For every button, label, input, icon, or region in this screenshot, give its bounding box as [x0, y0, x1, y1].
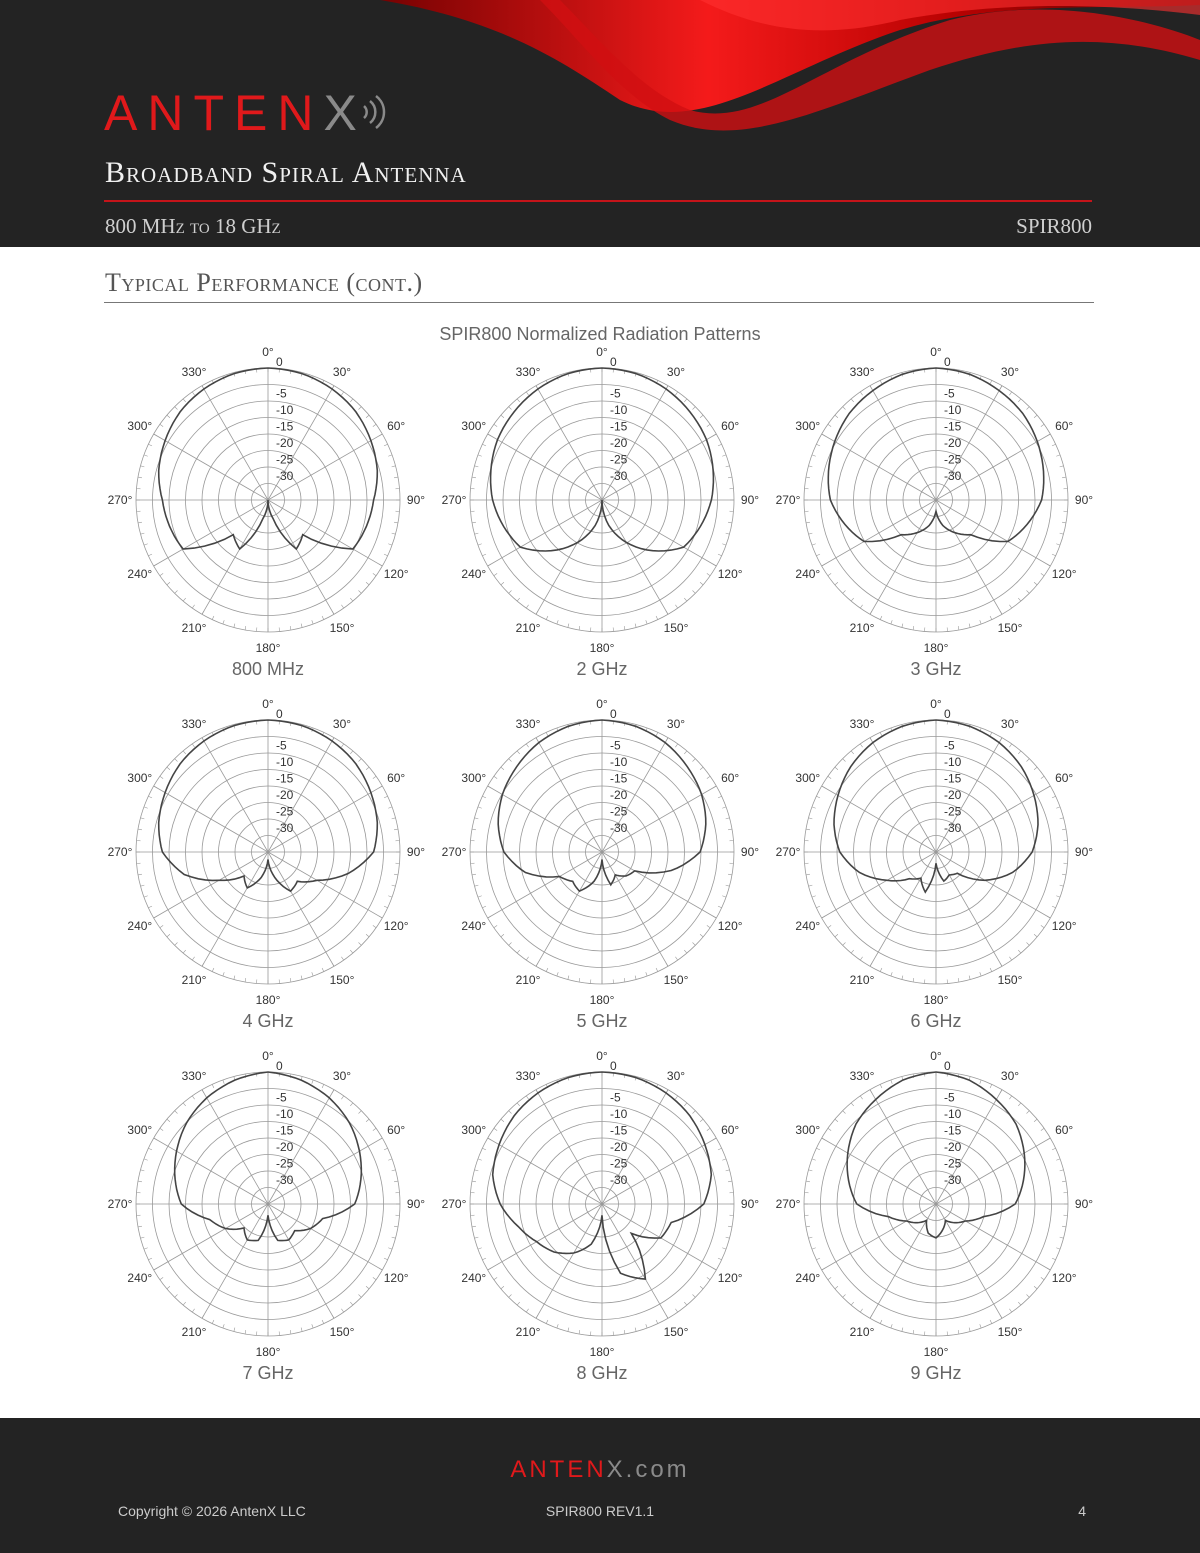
angle-tick-label: 60°	[1055, 771, 1074, 785]
radial-tick-label: -20	[610, 436, 628, 450]
page-footer	[0, 1418, 1200, 1553]
radial-tick-label: -5	[944, 1090, 955, 1105]
frequency-range: 800 MHz to 18 GHz	[105, 214, 281, 238]
angle-tick-label: 120°	[383, 919, 409, 933]
radial-tick-label: -25	[276, 804, 294, 819]
section-title: Typical Performance (cont.)	[105, 268, 423, 297]
radial-tick-label: -20	[944, 1140, 962, 1154]
angle-tick-label: 30°	[666, 364, 686, 379]
radial-tick-label: -10	[276, 1107, 294, 1121]
angle-tick-label: 270°	[107, 845, 133, 859]
document-title: Broadband Spiral Antenna	[105, 156, 467, 189]
angle-tick-label: 180°	[589, 641, 615, 655]
radial-tick-label: -20	[276, 436, 294, 450]
angle-tick-label: 90°	[406, 1197, 426, 1211]
polar-plot	[776, 345, 1094, 679]
angle-tick-label: 240°	[461, 919, 487, 933]
radial-tick-label: -25	[610, 452, 628, 467]
radial-tick-label: -10	[944, 403, 962, 417]
angle-tick-label: 330°	[515, 716, 541, 731]
radial-tick-label: -10	[944, 755, 962, 769]
frequency-label: 7 GHz	[242, 1363, 294, 1383]
angle-tick-label: 300°	[127, 771, 153, 785]
angle-tick-label: 240°	[795, 1271, 821, 1285]
radial-tick-label: 0	[944, 1059, 951, 1073]
radial-tick-label: -15	[276, 419, 294, 434]
radial-tick-label: -15	[610, 419, 628, 434]
angle-tick-label: 60°	[387, 1123, 406, 1137]
angle-tick-label: 300°	[127, 1123, 153, 1137]
angle-tick-label: 210°	[181, 1325, 207, 1340]
radial-tick-label: -10	[944, 1107, 962, 1121]
frequency-label: 8 GHz	[576, 1363, 628, 1383]
radial-tick-label: -15	[276, 1123, 294, 1138]
angle-tick-label: 0°	[930, 1049, 942, 1063]
angle-tick-label: 150°	[329, 973, 355, 988]
radial-tick-label: -25	[276, 1156, 294, 1171]
angle-tick-label: 0°	[596, 1049, 608, 1063]
frequency-label: 9 GHz	[910, 1363, 962, 1383]
angle-tick-label: 30°	[1000, 716, 1020, 731]
radial-tick-label: -15	[610, 1123, 628, 1138]
angle-tick-label: 330°	[515, 364, 541, 379]
radial-tick-label: -20	[610, 788, 628, 802]
angle-tick-label: 240°	[795, 567, 821, 581]
angle-tick-label: 60°	[1055, 419, 1074, 433]
angle-tick-label: 210°	[181, 973, 207, 988]
angle-tick-label: 330°	[849, 364, 875, 379]
angle-tick-label: 90°	[1074, 1197, 1094, 1211]
angle-tick-label: 300°	[795, 771, 821, 785]
radial-tick-label: 0	[610, 1059, 617, 1073]
angle-tick-label: 90°	[740, 845, 760, 859]
angle-tick-label: 240°	[127, 919, 153, 933]
angle-tick-label: 270°	[775, 845, 801, 859]
radial-tick-label: -5	[276, 738, 287, 753]
angle-tick-label: 0°	[262, 1049, 274, 1063]
angle-tick-label: 270°	[775, 1197, 801, 1211]
angle-tick-label: 210°	[515, 621, 541, 636]
copyright: Copyright © 2026 AntenX LLC	[118, 1503, 306, 1519]
radial-tick-label: -30	[610, 1173, 628, 1187]
polar-plot	[108, 345, 426, 679]
radial-tick-label: 0	[276, 707, 283, 721]
angle-tick-label: 270°	[107, 1197, 133, 1211]
radial-tick-label: -15	[276, 771, 294, 786]
angle-tick-label: 240°	[127, 1271, 153, 1285]
radial-tick-label: -30	[610, 821, 628, 835]
radial-tick-label: -5	[944, 386, 955, 401]
radial-tick-label: -25	[610, 1156, 628, 1171]
radial-tick-label: -30	[944, 469, 962, 483]
radial-tick-label: -5	[276, 386, 287, 401]
frequency-label: 2 GHz	[576, 659, 628, 679]
radial-tick-label: -10	[276, 403, 294, 417]
angle-tick-label: 180°	[255, 1345, 281, 1359]
angle-tick-label: 240°	[795, 919, 821, 933]
radial-tick-label: -30	[944, 821, 962, 835]
angle-tick-label: 90°	[1074, 845, 1094, 859]
angle-tick-label: 60°	[721, 419, 740, 433]
radial-tick-label: -20	[276, 1140, 294, 1154]
angle-tick-label: 30°	[332, 364, 352, 379]
radial-tick-label: 0	[610, 355, 617, 369]
angle-tick-label: 120°	[717, 567, 743, 581]
angle-tick-label: 150°	[997, 973, 1023, 988]
angle-tick-label: 30°	[666, 716, 686, 731]
angle-tick-label: 90°	[740, 1197, 760, 1211]
angle-tick-label: 300°	[795, 1123, 821, 1137]
radial-tick-label: -10	[610, 755, 628, 769]
polar-plot	[108, 697, 426, 1031]
angle-tick-label: 30°	[1000, 364, 1020, 379]
angle-tick-label: 0°	[930, 697, 942, 711]
frequency-label: 4 GHz	[242, 1011, 294, 1031]
angle-tick-label: 300°	[127, 419, 153, 433]
angle-tick-label: 330°	[181, 1068, 207, 1083]
radial-tick-label: -25	[610, 804, 628, 819]
radial-tick-label: -10	[276, 755, 294, 769]
angle-tick-label: 330°	[181, 364, 207, 379]
radial-tick-label: -10	[610, 403, 628, 417]
angle-tick-label: 90°	[406, 845, 426, 859]
radial-tick-label: -30	[944, 1173, 962, 1187]
radial-tick-label: 0	[944, 707, 951, 721]
angle-tick-label: 60°	[721, 1123, 740, 1137]
angle-tick-label: 0°	[596, 345, 608, 359]
angle-tick-label: 270°	[107, 493, 133, 507]
angle-tick-label: 270°	[441, 845, 467, 859]
angle-tick-label: 120°	[1051, 919, 1077, 933]
angle-tick-label: 330°	[181, 716, 207, 731]
revision: SPIR800 REV1.1	[545, 1503, 655, 1519]
radial-tick-label: 0	[944, 355, 951, 369]
radial-tick-label: -25	[276, 452, 294, 467]
angle-tick-label: 330°	[515, 1068, 541, 1083]
angle-tick-label: 30°	[666, 1068, 686, 1083]
radial-tick-label: 0	[610, 707, 617, 721]
angle-tick-label: 150°	[329, 1325, 355, 1340]
angle-tick-label: 180°	[923, 641, 949, 655]
angle-tick-label: 120°	[1051, 1271, 1077, 1285]
angle-tick-label: 180°	[589, 993, 615, 1007]
polar-plot	[108, 1049, 426, 1383]
angle-tick-label: 90°	[1074, 493, 1094, 507]
radial-tick-label: -5	[944, 738, 955, 753]
radial-tick-label: -30	[276, 469, 294, 483]
radial-tick-label: -25	[944, 804, 962, 819]
chart-title: SPIR800 Normalized Radiation Patterns	[439, 324, 761, 344]
angle-tick-label: 240°	[461, 1271, 487, 1285]
angle-tick-label: 90°	[740, 493, 760, 507]
polar-plot	[776, 1049, 1094, 1383]
brand-logo: ANTENX	[104, 85, 367, 141]
radial-tick-label: 0	[276, 355, 283, 369]
radial-tick-label: -20	[944, 788, 962, 802]
radial-tick-label: -5	[276, 1090, 287, 1105]
angle-tick-label: 30°	[1000, 1068, 1020, 1083]
angle-tick-label: 120°	[383, 567, 409, 581]
model-number: SPIR800	[1016, 214, 1092, 238]
radial-tick-label: -15	[944, 771, 962, 786]
polar-plot	[442, 1049, 760, 1383]
angle-tick-label: 330°	[849, 1068, 875, 1083]
angle-tick-label: 120°	[717, 919, 743, 933]
angle-tick-label: 60°	[387, 419, 406, 433]
angle-tick-label: 150°	[663, 1325, 689, 1340]
angle-tick-label: 0°	[262, 697, 274, 711]
angle-tick-label: 180°	[255, 993, 281, 1007]
angle-tick-label: 90°	[406, 493, 426, 507]
angle-tick-label: 0°	[930, 345, 942, 359]
angle-tick-label: 210°	[849, 973, 875, 988]
angle-tick-label: 180°	[923, 1345, 949, 1359]
frequency-label: 6 GHz	[910, 1011, 962, 1031]
radial-tick-label: -5	[610, 1090, 621, 1105]
radial-tick-label: -15	[944, 1123, 962, 1138]
angle-tick-label: 210°	[515, 973, 541, 988]
angle-tick-label: 30°	[332, 1068, 352, 1083]
angle-tick-label: 210°	[181, 621, 207, 636]
page-number: 4	[1078, 1503, 1086, 1519]
angle-tick-label: 180°	[255, 641, 281, 655]
angle-tick-label: 120°	[717, 1271, 743, 1285]
angle-tick-label: 180°	[923, 993, 949, 1007]
angle-tick-label: 240°	[461, 567, 487, 581]
angle-tick-label: 150°	[329, 621, 355, 636]
polar-plot	[442, 345, 760, 679]
radial-tick-label: -15	[610, 771, 628, 786]
frequency-label: 5 GHz	[576, 1011, 628, 1031]
polar-plot	[442, 697, 760, 1031]
angle-tick-label: 300°	[461, 1123, 487, 1137]
radial-tick-label: -30	[276, 1173, 294, 1187]
angle-tick-label: 60°	[721, 771, 740, 785]
angle-tick-label: 60°	[387, 771, 406, 785]
polar-plot	[776, 697, 1094, 1031]
radial-tick-label: -10	[610, 1107, 628, 1121]
footer-logo: ANTENX.com	[510, 1456, 690, 1483]
angle-tick-label: 60°	[1055, 1123, 1074, 1137]
angle-tick-label: 300°	[461, 771, 487, 785]
angle-tick-label: 150°	[663, 621, 689, 636]
radial-tick-label: -5	[610, 386, 621, 401]
radial-tick-label: -15	[944, 419, 962, 434]
angle-tick-label: 120°	[383, 1271, 409, 1285]
angle-tick-label: 300°	[795, 419, 821, 433]
angle-tick-label: 150°	[997, 621, 1023, 636]
angle-tick-label: 0°	[262, 345, 274, 359]
angle-tick-label: 240°	[127, 567, 153, 581]
radial-tick-label: 0	[276, 1059, 283, 1073]
angle-tick-label: 270°	[441, 1197, 467, 1211]
angle-tick-label: 0°	[596, 697, 608, 711]
radial-tick-label: -25	[944, 1156, 962, 1171]
radial-tick-label: -20	[944, 436, 962, 450]
angle-tick-label: 270°	[441, 493, 467, 507]
angle-tick-label: 300°	[461, 419, 487, 433]
radial-tick-label: -30	[276, 821, 294, 835]
frequency-label: 3 GHz	[910, 659, 962, 679]
angle-tick-label: 180°	[589, 1345, 615, 1359]
radial-tick-label: -25	[944, 452, 962, 467]
angle-tick-label: 210°	[849, 621, 875, 636]
radial-tick-label: -20	[610, 1140, 628, 1154]
angle-tick-label: 150°	[997, 1325, 1023, 1340]
angle-tick-label: 270°	[775, 493, 801, 507]
angle-tick-label: 30°	[332, 716, 352, 731]
angle-tick-label: 120°	[1051, 567, 1077, 581]
angle-tick-label: 150°	[663, 973, 689, 988]
radial-tick-label: -5	[610, 738, 621, 753]
angle-tick-label: 330°	[849, 716, 875, 731]
angle-tick-label: 210°	[849, 1325, 875, 1340]
frequency-label: 800 MHz	[231, 659, 305, 679]
radial-tick-label: -20	[276, 788, 294, 802]
angle-tick-label: 210°	[515, 1325, 541, 1340]
radial-tick-label: -30	[610, 469, 628, 483]
